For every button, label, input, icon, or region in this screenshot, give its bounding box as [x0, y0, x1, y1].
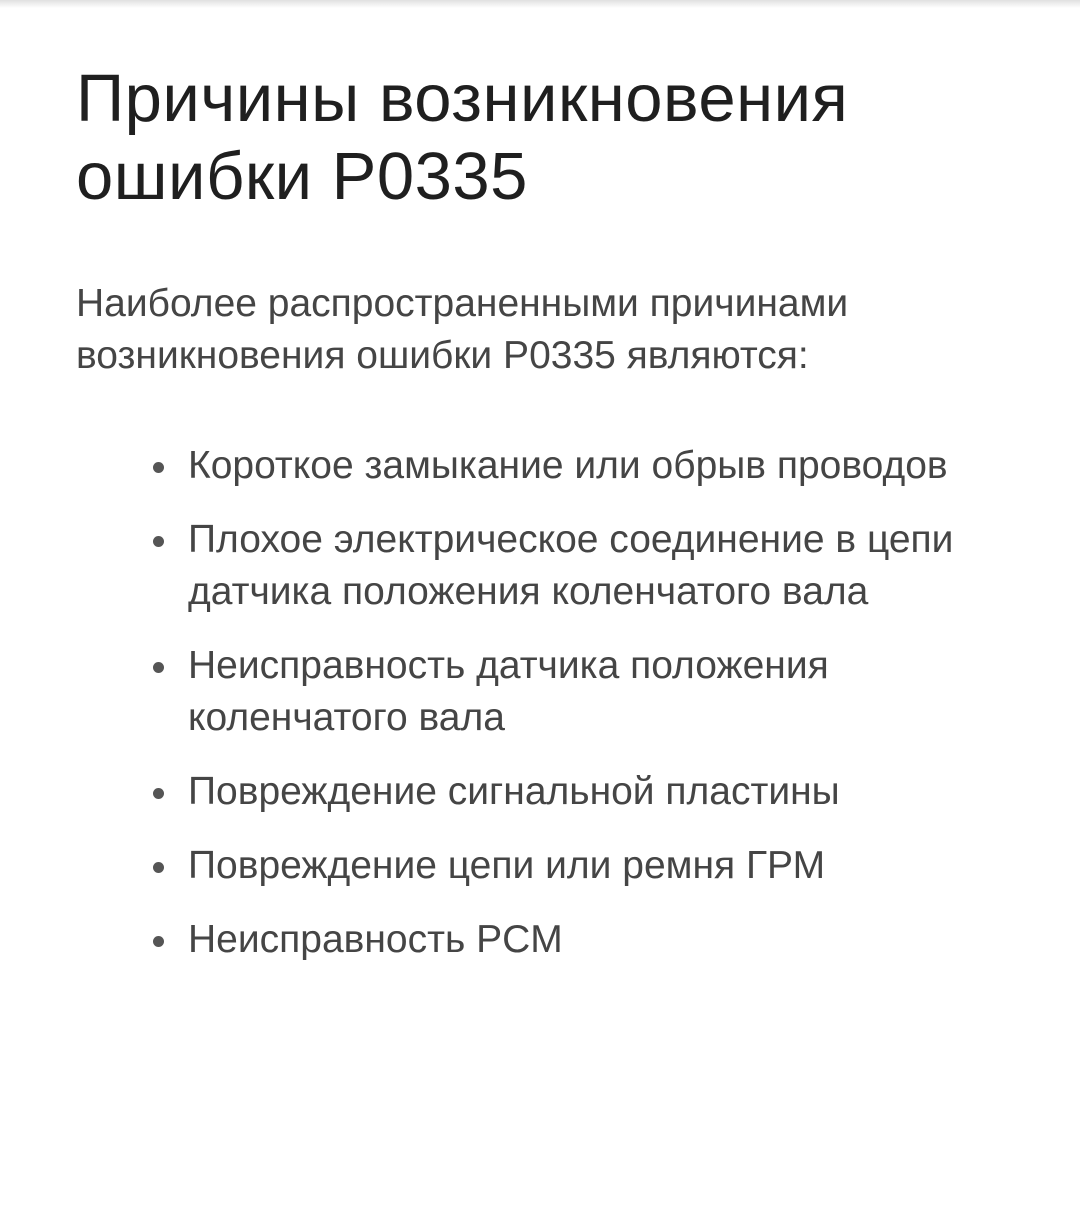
- list-item: [188, 914, 1028, 966]
- cause-text: Плохое электрическое соединение в цепи датчика положения коленчатого вала: [188, 518, 954, 613]
- bullet-icon: [153, 536, 164, 547]
- article-intro: Наиболее распространенными причинами возникновения ошибки P0335 являются:: [76, 282, 849, 377]
- list-item: [188, 440, 1028, 492]
- bullet-icon: [153, 662, 164, 673]
- bullet-icon: [153, 936, 164, 947]
- causes-list: [76, 440, 1028, 966]
- bullet-icon: [153, 462, 164, 473]
- cause-text: Повреждение цепи или ремня ГРМ: [188, 844, 826, 887]
- header-shadow: [0, 0, 1080, 8]
- article-content: [76, 60, 1016, 988]
- cause-text: Неисправность датчика положения коленчатого вала: [188, 644, 829, 739]
- article-title: Причины возникновения ошибки P0335: [76, 61, 849, 214]
- bullet-icon: [153, 862, 164, 873]
- list-item: [188, 514, 1028, 618]
- list-item: [188, 640, 1028, 744]
- cause-text: Короткое замыкание или обрыв проводов: [188, 444, 948, 487]
- list-item: [188, 840, 1028, 892]
- cause-text: Повреждение сигнальной пластины: [188, 770, 840, 813]
- bullet-icon: [153, 788, 164, 799]
- list-item: [188, 766, 1028, 818]
- cause-text: Неисправность PCM: [188, 918, 563, 961]
